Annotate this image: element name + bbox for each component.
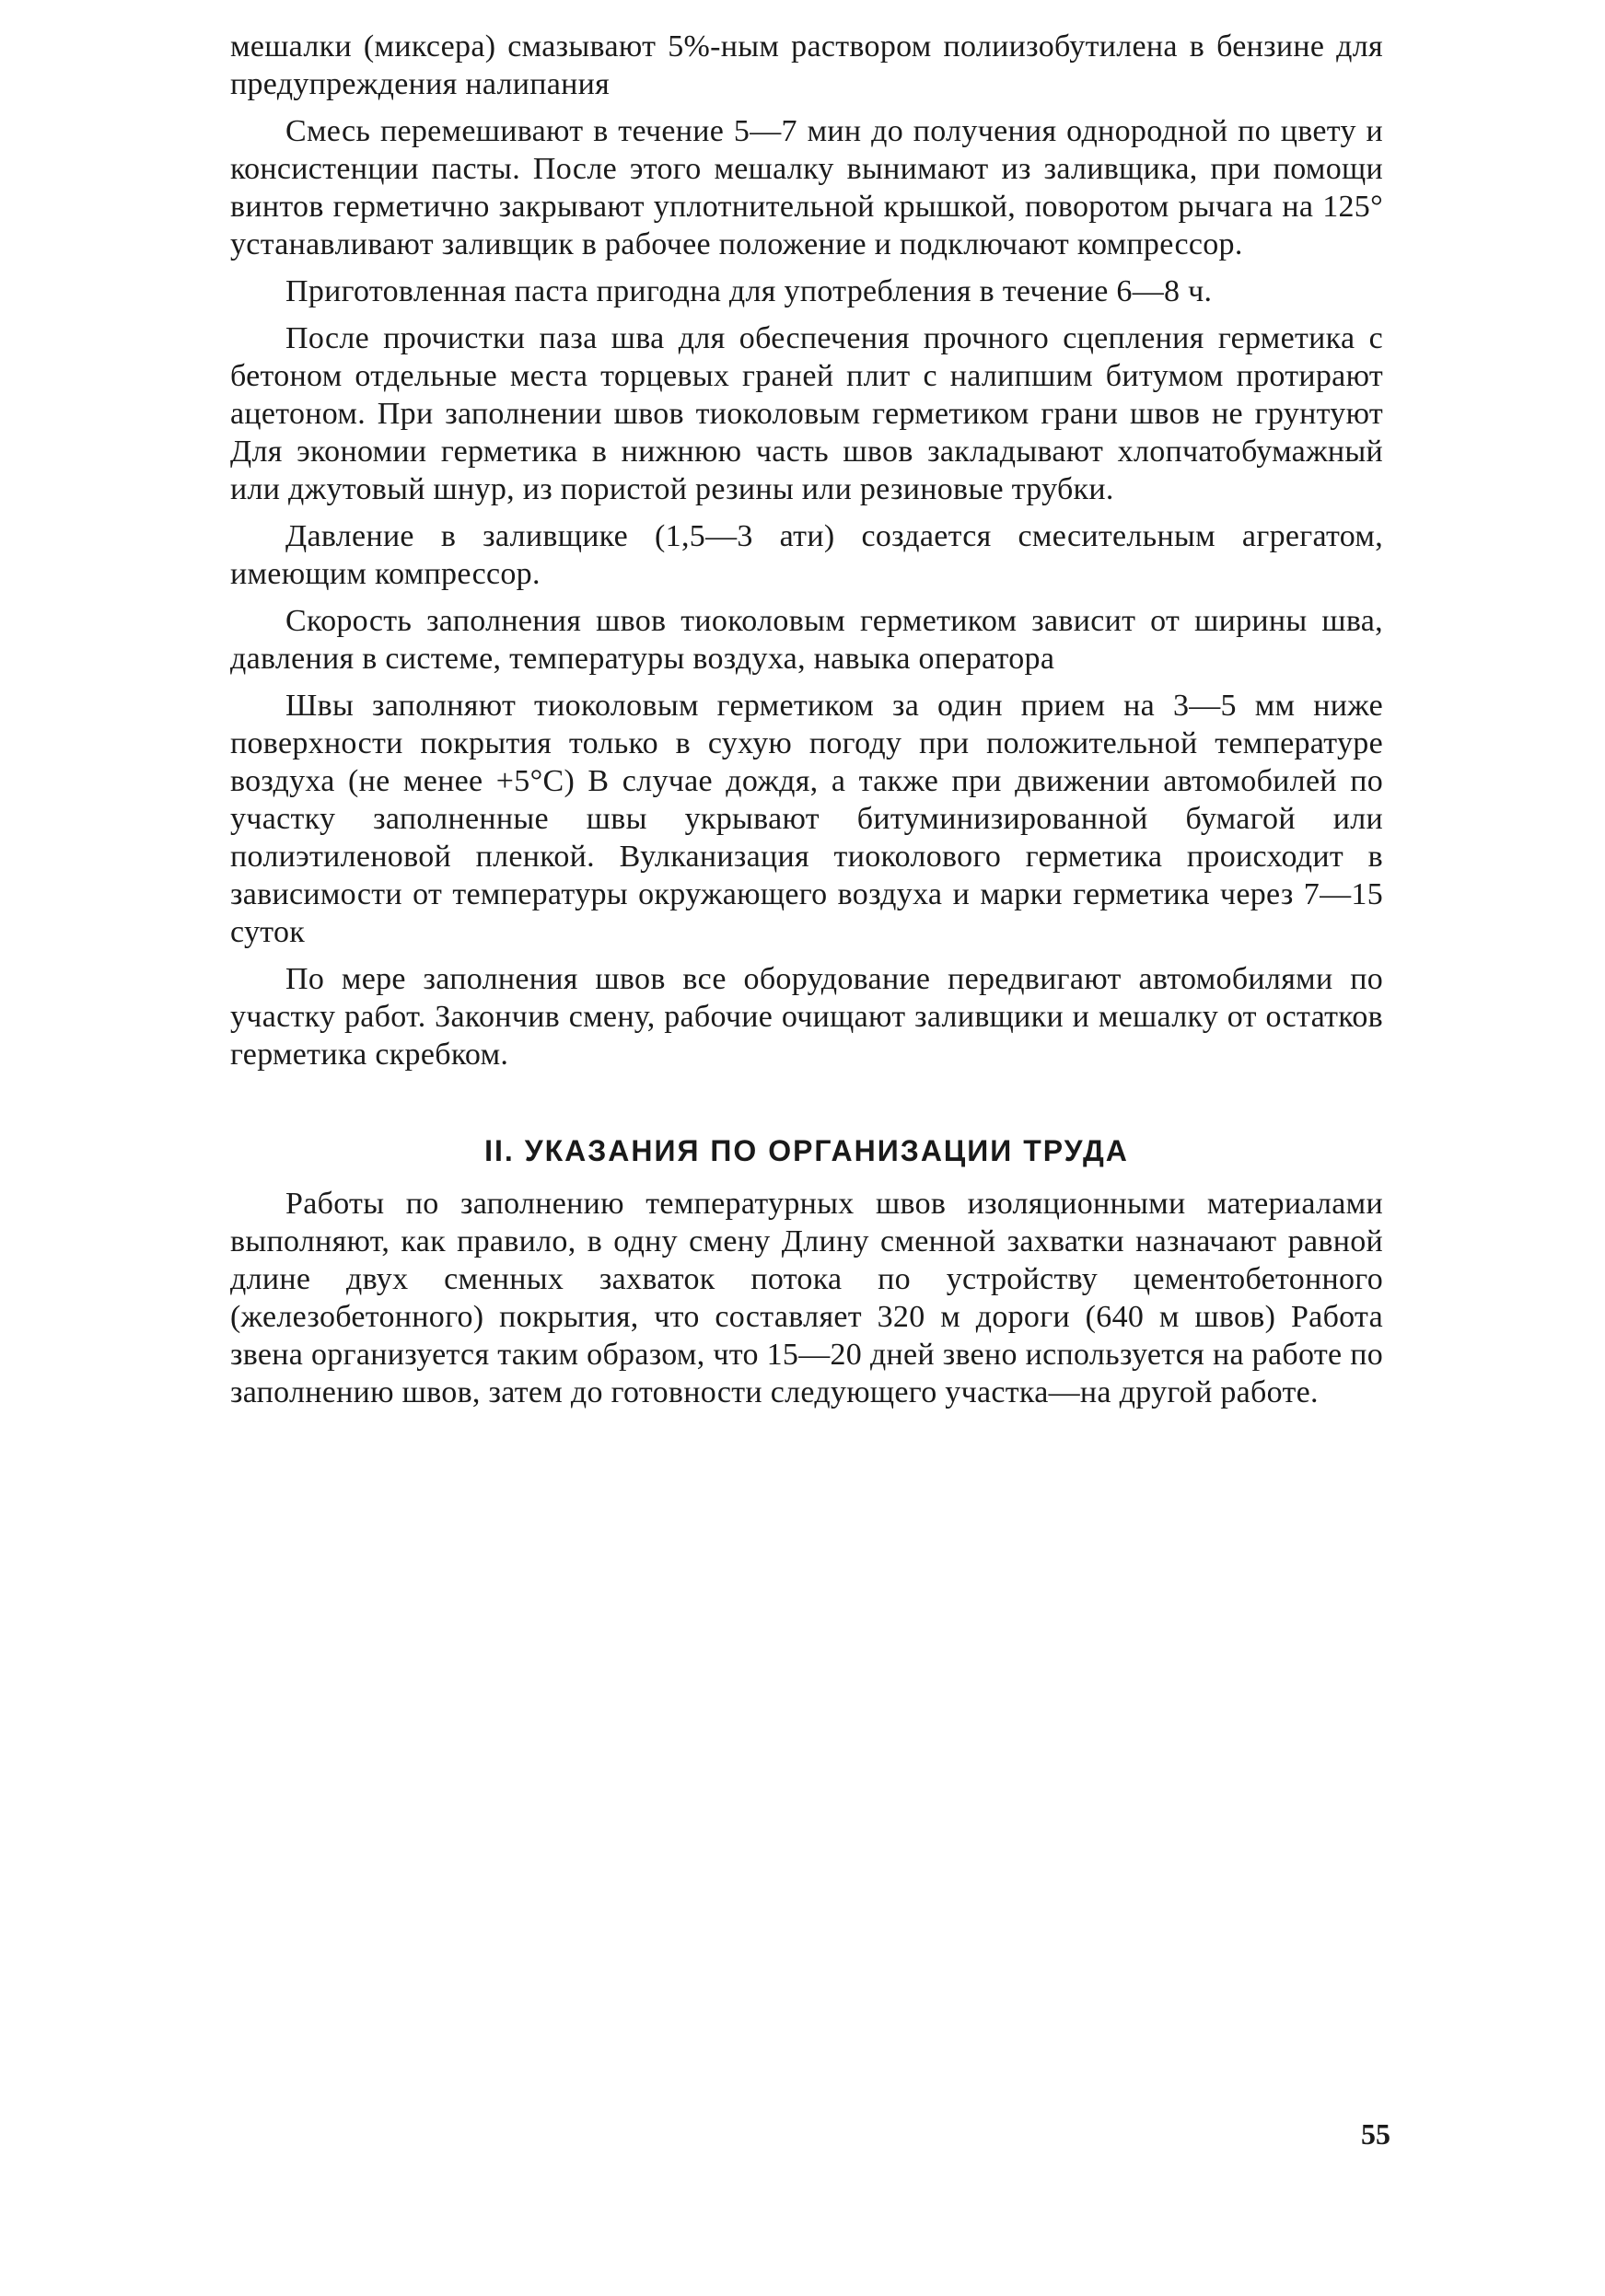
paragraph-3: Приготовленная паста пригодна для употребления в течение 6—8 ч. — [285, 274, 1213, 308]
paragraph-5: Давление в заливщике (1,5—3 ати) создается смесительным агрегатом, имеющим компрессор. — [230, 519, 1383, 591]
paragraph-1: мешалки (миксера) смазывают 5%-ным раствором полиизобутилена в бензине для предупреждения налипания — [230, 29, 1383, 101]
paragraph-2: Смесь перемешивают в течение 5—7 мин до получения однородной по цвету и консистенции пасты. После этого мешалку вынимают из заливщика, при помощи винтов герметично закрывают уплотнительной крышкой, поворотом рычага на 125° устанавливают заливщик в рабочее положение и подключают компрессор. — [230, 114, 1383, 261]
paragraph-6: Скорость заполнения швов тиоколовым герметиком зависит от ширины шва, давления в системе, температуры воздуха, навыка оператора — [230, 604, 1383, 676]
main-text — [230, 28, 1383, 1421]
section-paragraph: Работы по заполнению температурных швов изоляционными материалами выполняют, как правило, в одну смену Длину сменной захватки назначают равной длине двух сменных захваток потока по устройству цементобетонного (железобетонного) покрытия, что составляет 320 м дороги (640 м швов) Работа звена организуется таким образом, что 15—20 дней звено используется на работе по заполнению швов, затем до готовности следующего участка—на другой работе. — [230, 1187, 1383, 1409]
paragraph-8: По мере заполнения швов все оборудование передвигают автомобилями по участку работ. Закончив смену, рабочие очищают заливщики и мешалку от остатков герметика скребком. — [230, 962, 1383, 1072]
paragraph-4: После прочистки паза шва для обеспечения прочного сцепления герметика с бетоном отдельные места торцевых граней плит с налипшим битумом протирают ацетоном. При заполнении швов тиоколовым герметиком грани швов не грунтуют Для экономии герметика в нижнюю часть швов закладывают хлопчатобумажный или джутовый шнур, из пористой резины или резиновые трубки. — [230, 321, 1383, 506]
page-number: 55 — [1361, 2117, 1390, 2151]
paragraph-7: Швы заполняют тиоколовым герметиком за один прием на 3—5 мм ниже поверхности покрытия только в сухую погоду при положительной температуре воздуха (не менее +5°С) В случае дождя, а также при движении автомобилей по участку заполненные швы укрывают битуминизированной бумагой или полиэтиленовой пленкой. Вулканизация тиоколового герметика происходит в зависимости от температуры окружающего воздуха и марки герметика через 7—15 суток — [230, 689, 1383, 949]
section-heading: II. УКАЗАНИЯ ПО ОРГАНИЗАЦИИ ТРУДА — [484, 1134, 1129, 1167]
